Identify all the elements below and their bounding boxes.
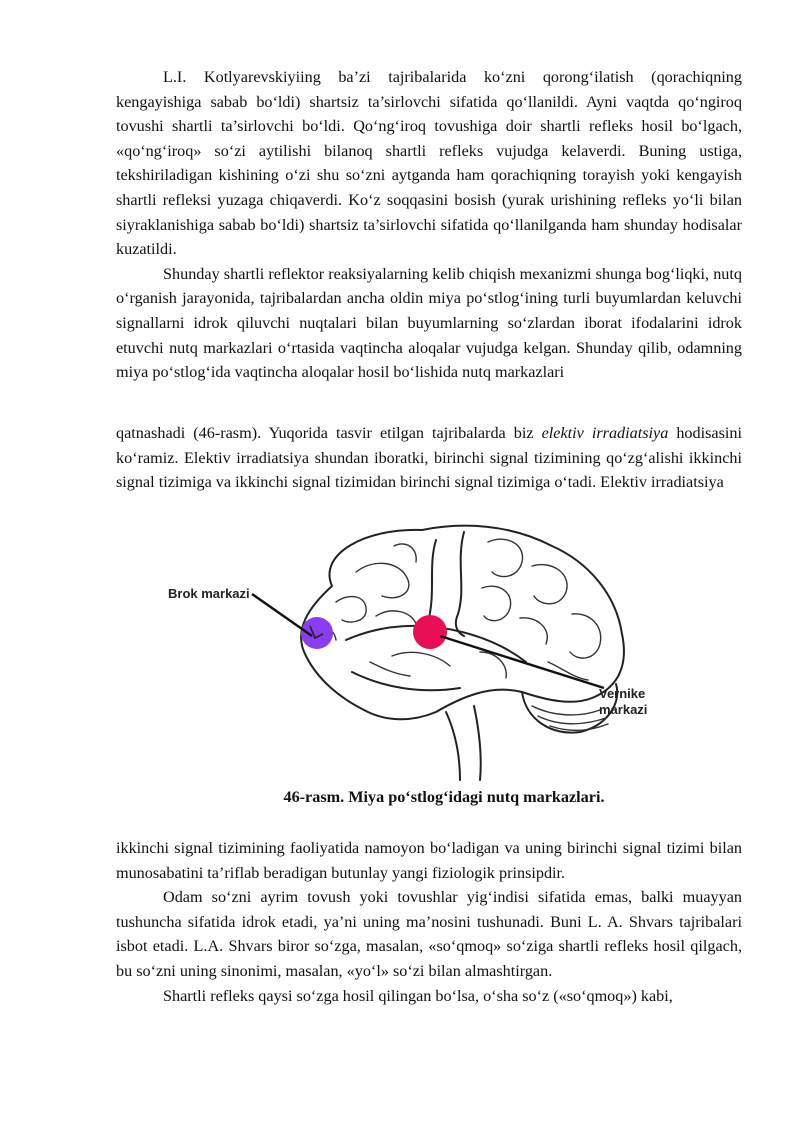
wernicke-label-line-1: Vernike <box>599 686 646 701</box>
wernicke-area-marker <box>413 615 447 649</box>
paragraph-elective-irradiation: qatnashadi (46-rasm). Yuqorida tasvir etilgan tajribalarda biz elektiv irradiatsiya hodisasini ko‘ramiz. Elektiv irradiatsiya shundan iboratki, birinchi signal tizimining qo‘zg‘alishi ikkinchi signal tizimiga va ikkinchi signal tizimidan birinchi signal tizimiga o‘tadi. Elektiv irradiatsiya <box>116 424 742 492</box>
paragraph-mechanism: Shunday shartli reflektor reaksiyalarning kelib chiqish mexanizmi shunga bog‘liqki, nutq o‘rganish jarayonida, tajribalardan ancha oldin miya po‘stlog‘ining turli buyumlardan keluvchi signallarni idrok qiluvchi nuqtalari bilan buyumlarning so‘zlardan iborat ifodalarini idrok etuvchi nutq markazlari o‘rtasida vaqtincha aloqalar vujudga kelgan. Shunday qilib, odamning miya po‘stlog‘ida vaqtincha aloqalar hosil bo‘lishida nutq markazlari <box>116 264 742 382</box>
paragraph-shvars: Odam so‘zni ayrim tovush yoki tovushlar yig‘indisi sifatida emas, balki muayyan tushuncha sifatida idrok etadi, ya’ni uning ma’nosini tushunadi. Buni L. A. Shvars tajribalari isbot etadi. L.A. Shvars biror so‘zga, masalan, «so‘qmoq» so‘ziga shartli refleks hosil qilgach, bu so‘zni uning sinonimi, masalan, «yo‘l» so‘zi bilan almashtirgan. <box>116 888 742 980</box>
wernicke-pointer-line <box>440 636 604 688</box>
brain-illustration <box>160 522 670 782</box>
broca-pointer-line <box>252 594 312 636</box>
figure-caption: 46-rasm. Miya po‘stlog‘idagi nutq markazlari. <box>283 788 605 806</box>
term-elective-irradiation: elektiv irradiatsiya <box>541 424 669 442</box>
paragraph-principle: ikkinchi signal tizimining faoliyatida namoyon bo‘ladigan va uning birinchi signal tizimi bilan munosabatini ta’riflab beradigan butunlay yangi fiziologik prinsipdir. <box>116 839 742 882</box>
text-block-bottom <box>116 836 742 1008</box>
wernicke-label-line-2: markazi <box>599 702 648 717</box>
brain-figure <box>160 522 670 782</box>
text-block-mid <box>116 421 742 495</box>
text-block-top <box>116 65 742 385</box>
paragraph-kotlyarevskiy: L.I. Kotlyarevskiyiing ba’zi tajribalarida ko‘zni qorong‘ilatish (qorachiqning kengayishiga sabab bo‘ldi) shartsiz ta’sirlovchi sifatida qo‘llanildi. Ayni vaqtda qo‘ngiroq tovushi shartli ta’sirlovchi bo‘ldi. Qo‘ng‘iroq tovushiga doir shartli refleks hosil bo‘lgach, «qo‘ng‘iroq» so‘zi aytilishi bilanoq shartli refleks vujudga kelaverdi. Buning ustiga, tekshiriladigan kishining o‘zi shu so‘zni aytganda ham qorachiqning torayish yoki kengayish shartli refleksi yuzaga chiqaverdi. Ko‘z soqqasini bosish (yurak urishining refleks yo‘li bilan siyraklanishiga sabab bo‘ldi) shartsiz ta’sirlovchi sifatida qo‘llanilganda ham shunday hodisalar kuzatildi. <box>116 68 742 259</box>
broca-label: Brok markazi <box>168 586 250 601</box>
paragraph-reflex-word: Shartli refleks qaysi so‘zga hosil qilingan bo‘lsa, o‘sha so‘z («so‘qmoq») kabi, <box>163 986 673 1005</box>
